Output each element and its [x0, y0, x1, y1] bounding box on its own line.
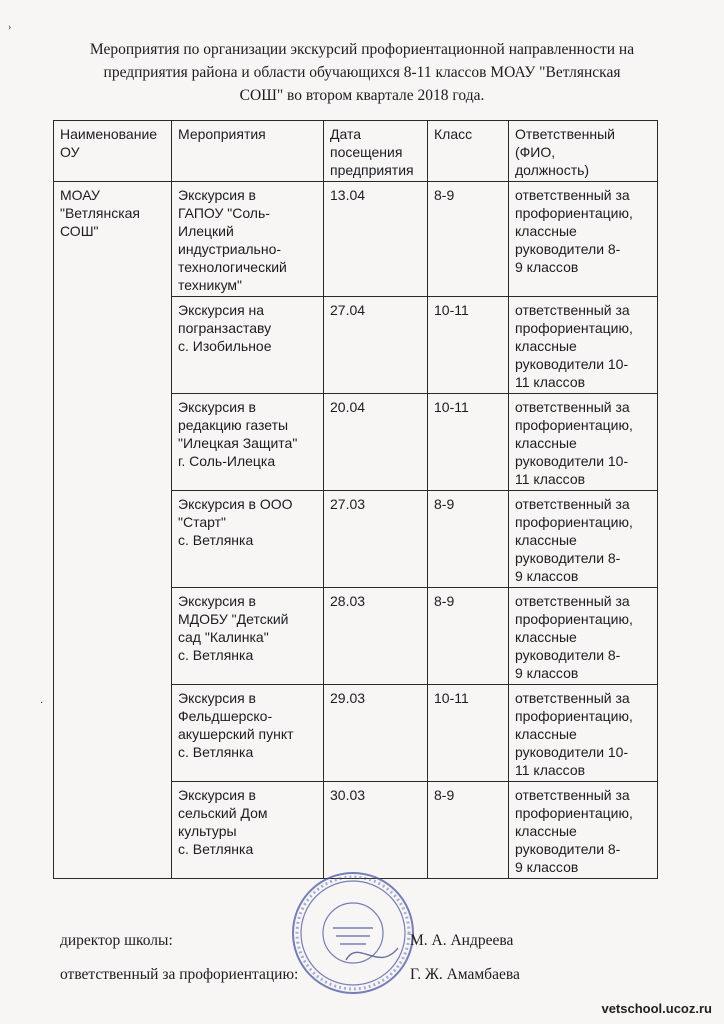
responsible-cell-line: профориентацию, — [515, 417, 633, 433]
header-org-line: Наименование — [60, 126, 158, 142]
responsible-cell-line: профориентацию, — [515, 611, 633, 627]
event-cell-line: Экскурсия в — [178, 690, 256, 706]
title-line-2: предприятия района и области обучающихся 8-11 классов МОАУ "Ветлянская — [103, 64, 621, 81]
scan-mark: › — [8, 22, 12, 33]
event-cell-line: МДОБУ "Детский — [178, 611, 289, 627]
event-cell-line: погранзаставу — [178, 320, 272, 336]
event-cell-line: сельский Дом — [178, 805, 268, 821]
grade-cell: 10-11 — [428, 685, 509, 782]
signature-name: М. А. Андреева — [410, 932, 514, 949]
responsible-cell-line: руководители 8- — [515, 647, 621, 663]
responsible-cell-line: 9 классов — [515, 859, 579, 875]
event-cell-line: с. Изобильное — [178, 338, 272, 354]
round-seal-icon — [288, 868, 418, 998]
excursions-table — [53, 120, 658, 879]
header-event — [172, 121, 324, 182]
scan-mark: · — [40, 698, 44, 709]
responsible-cell-line: ответственный за — [515, 593, 630, 609]
responsible-cell-line: руководители 10- — [515, 356, 629, 372]
responsible-cell-line: 9 классов — [515, 259, 579, 275]
event-cell-line: индустриально- — [178, 241, 282, 257]
event-cell-line: "Илецкая Защита" — [178, 435, 298, 451]
date-cell: 27.04 — [324, 297, 428, 394]
title-line-1: Мероприятия по организации экскурсий профориентационной направленности на — [89, 41, 635, 58]
org-cell-line: СОШ" — [60, 223, 99, 239]
responsible-cell-line: руководители 8- — [515, 550, 621, 566]
responsible-cell-line: профориентацию, — [515, 320, 633, 336]
page-title — [60, 38, 664, 107]
event-cell-line: ГАПОУ "Соль- — [178, 205, 270, 221]
responsible-cell-line: ответственный за — [515, 187, 630, 203]
responsible-cell-line: профориентацию, — [515, 514, 633, 530]
responsible-cell-line: руководители 8- — [515, 841, 621, 857]
event-cell-line: Илецкий — [178, 223, 234, 239]
responsible-cell-line: классные — [515, 223, 577, 239]
responsible-cell-line: профориентацию, — [515, 708, 633, 724]
title-line-3: СОШ" во втором квартале 2018 года. — [239, 87, 485, 104]
table-header-row — [54, 121, 658, 182]
header-grade — [428, 121, 509, 182]
event-cell-line: с. Ветлянка — [178, 532, 254, 548]
responsible-cell-line: ответственный за — [515, 302, 630, 318]
event-cell-line: Экскурсия в ООО — [178, 496, 293, 512]
event-cell-line: г. Соль-Илецка — [178, 453, 276, 469]
header-org — [54, 121, 172, 182]
event-cell-line: Экскурсия в — [178, 593, 256, 609]
responsible-cell — [509, 782, 658, 879]
header-event-line: Мероприятия — [178, 126, 266, 142]
event-cell-line: культуры — [178, 823, 237, 839]
responsible-cell-line: руководители 10- — [515, 453, 629, 469]
header-date-line: посещения — [330, 144, 403, 160]
grade-cell: 8-9 — [428, 182, 509, 297]
responsible-cell-line: руководители 10- — [515, 744, 629, 760]
event-cell — [172, 491, 324, 588]
responsible-cell-line: 11 классов — [515, 374, 586, 390]
responsible-cell-line: ответственный за — [515, 690, 630, 706]
org-cell-line: МОАУ — [60, 187, 100, 203]
header-responsible-line: должность) — [515, 162, 590, 178]
date-cell: 29.03 — [324, 685, 428, 782]
responsible-cell-line: руководители 8- — [515, 241, 621, 257]
responsible-cell-line: классные — [515, 532, 577, 548]
event-cell-line: с. Ветлянка — [178, 841, 254, 857]
event-cell — [172, 782, 324, 879]
grade-cell: 8-9 — [428, 491, 509, 588]
event-cell-line: Фельдшерско- — [178, 708, 273, 724]
responsible-cell — [509, 394, 658, 491]
header-responsible-line: (ФИО, — [515, 144, 556, 160]
responsible-cell-line: 9 классов — [515, 568, 579, 584]
date-cell: 20.04 — [324, 394, 428, 491]
responsible-cell — [509, 297, 658, 394]
responsible-cell — [509, 685, 658, 782]
responsible-cell-line: ответственный за — [515, 787, 630, 803]
responsible-cell-line: профориентацию, — [515, 805, 633, 821]
table-body — [54, 182, 658, 879]
date-cell: 27.03 — [324, 491, 428, 588]
responsible-cell-line: ответственный за — [515, 399, 630, 415]
event-cell-line: "Старт" — [178, 514, 226, 530]
grade-cell: 10-11 — [428, 394, 509, 491]
grade-cell: 8-9 — [428, 588, 509, 685]
event-cell-line: акушерский пункт — [178, 726, 294, 742]
event-cell — [172, 685, 324, 782]
responsible-cell — [509, 491, 658, 588]
event-cell-line: Экскурсия в — [178, 787, 256, 803]
event-cell-line: Экскурсия в — [178, 399, 256, 415]
header-date-line: Дата — [330, 126, 362, 142]
responsible-cell-line: 11 классов — [515, 762, 586, 778]
header-date-line: предприятия — [330, 162, 414, 178]
signature-name: Г. Ж. Амамбаева — [410, 966, 520, 983]
event-cell-line: редакцию газеты — [178, 417, 289, 433]
org-cell-line: "Ветлянская — [60, 205, 141, 221]
responsible-cell-line: классные — [515, 338, 577, 354]
event-cell-line: технологический — [178, 259, 287, 275]
event-cell-line: сад "Калинка" — [178, 629, 269, 645]
responsible-cell-line: классные — [515, 435, 577, 451]
event-cell — [172, 394, 324, 491]
header-grade-line: Класс — [434, 126, 473, 142]
event-cell — [172, 182, 324, 297]
date-cell: 28.03 — [324, 588, 428, 685]
header-date — [324, 121, 428, 182]
responsible-cell — [509, 588, 658, 685]
responsible-cell-line: профориентацию, — [515, 205, 633, 221]
event-cell — [172, 297, 324, 394]
header-org-line: ОУ — [60, 144, 80, 160]
responsible-cell-line: классные — [515, 629, 577, 645]
date-cell: 30.03 — [324, 782, 428, 879]
event-cell — [172, 588, 324, 685]
responsible-cell-line: классные — [515, 726, 577, 742]
event-cell-line: Экскурсия в — [178, 187, 256, 203]
grade-cell: 10-11 — [428, 297, 509, 394]
event-cell-line: с. Ветлянка — [178, 647, 254, 663]
site-watermark: vetschool.ucoz.ru — [601, 1001, 712, 1016]
event-cell-line: Экскурсия на — [178, 302, 265, 318]
header-responsible-line: Ответственный — [515, 126, 615, 142]
responsible-cell-line: 11 классов — [515, 471, 586, 487]
date-cell: 13.04 — [324, 182, 428, 297]
org-cell — [54, 182, 172, 879]
signature-role: директор школы: — [60, 932, 173, 949]
event-cell-line: техникум" — [178, 277, 243, 293]
responsible-cell-line: 9 классов — [515, 665, 579, 681]
event-cell-line: с. Ветлянка — [178, 744, 254, 760]
signature-role: ответственный за профориентацию: — [60, 966, 299, 983]
responsible-cell — [509, 182, 658, 297]
grade-cell: 8-9 — [428, 782, 509, 879]
header-responsible — [509, 121, 658, 182]
table-row — [54, 182, 658, 297]
responsible-cell-line: ответственный за — [515, 496, 630, 512]
responsible-cell-line: классные — [515, 823, 577, 839]
